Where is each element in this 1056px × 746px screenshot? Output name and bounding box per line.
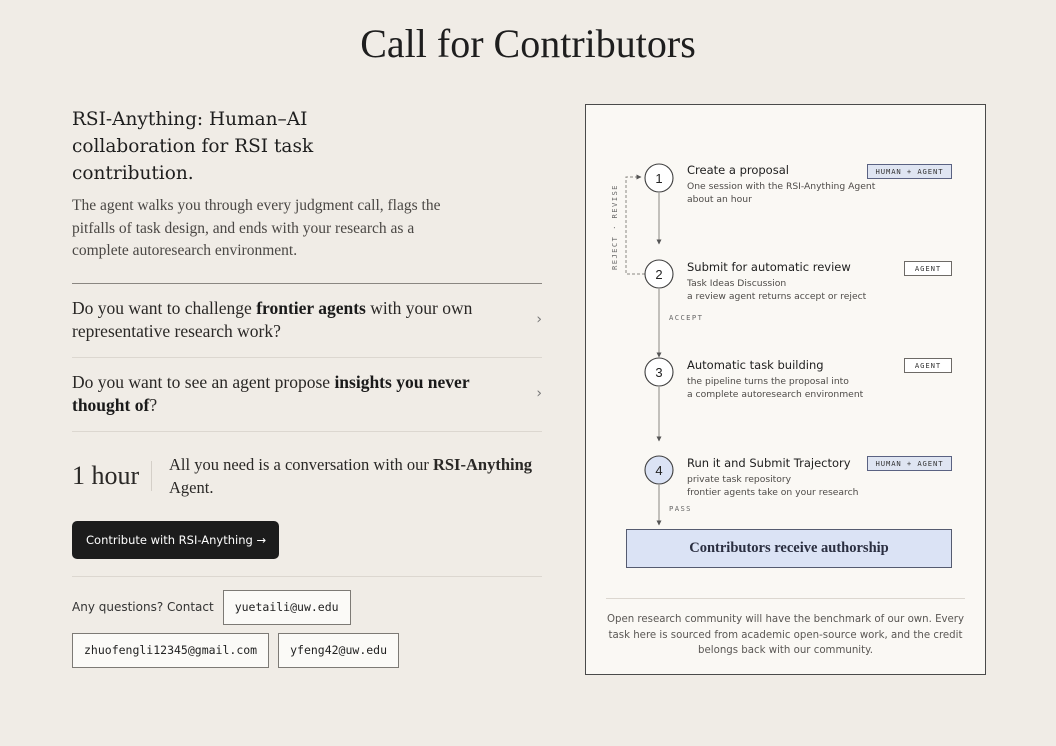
intro-headline: RSI-Anything: Human–AI collaboration for RSI task contribution. bbox=[72, 109, 314, 184]
step-title: Create a proposal bbox=[687, 163, 789, 177]
role-tag: HUMAN + AGENT bbox=[867, 164, 952, 179]
contribute-button[interactable]: Contribute with RSI-Anything → bbox=[72, 521, 279, 559]
time-description: All you need is a conversation with our RSI-Anything Agent. bbox=[169, 454, 533, 497]
step-title: Automatic task building bbox=[687, 358, 824, 372]
panel-footer: Open research community will have the benchmark of our own. Every task here is sourced from academic open-source work, and the credit belongs back with our community. bbox=[606, 598, 965, 659]
step-subtitle: One session with the RSI-Anything Agent about an hour bbox=[687, 181, 876, 205]
step-number: 2 bbox=[655, 267, 663, 282]
chevron-right-icon: › bbox=[536, 311, 542, 328]
step-subtitle: the pipeline turns the proposal into a complete autoresearch environment bbox=[687, 376, 864, 400]
email-link[interactable]: yfeng42@uw.edu bbox=[278, 633, 399, 668]
question-insights[interactable] bbox=[72, 358, 542, 432]
step-title: Submit for automatic review bbox=[687, 260, 851, 274]
time-commitment bbox=[72, 452, 542, 500]
contact-section bbox=[72, 590, 542, 668]
accept-label: ACCEPT bbox=[669, 313, 704, 322]
question-text: Do you want to see an agent propose insights you never thought of? bbox=[72, 371, 470, 415]
page-title: Call for Contributors bbox=[360, 21, 696, 66]
loop-label: REJECT · REVISE bbox=[610, 184, 619, 270]
contact-label: Any questions? Contact bbox=[72, 600, 214, 614]
question-frontier-agents[interactable] bbox=[72, 284, 542, 358]
step-number: 3 bbox=[655, 365, 663, 380]
intro-lede: The agent walks you through every judgment call, flags the pitfalls of task design, and ends with your research as a complete autoresearch environment. bbox=[72, 197, 441, 259]
divider bbox=[72, 576, 542, 577]
step-subtitle: private task repository frontier agents take on your research bbox=[687, 474, 859, 498]
question-text: Do you want to challenge frontier agents with your own representative research work? bbox=[72, 297, 473, 341]
email-link[interactable]: zhuofengli12345@gmail.com bbox=[72, 633, 269, 668]
email-link[interactable]: yuetaili@uw.edu bbox=[223, 590, 351, 625]
chevron-right-icon: › bbox=[536, 385, 542, 402]
authorship-result: Contributors receive authorship bbox=[626, 529, 952, 568]
step-title: Run it and Submit Trajectory bbox=[687, 456, 851, 470]
step-subtitle: Task Ideas Discussion a review agent returns accept or reject bbox=[687, 278, 867, 302]
intro-column bbox=[72, 106, 542, 668]
role-tag: AGENT bbox=[904, 358, 952, 373]
role-tag: AGENT bbox=[904, 261, 952, 276]
step-number: 4 bbox=[655, 463, 663, 478]
pass-label: PASS bbox=[669, 504, 692, 513]
workflow-panel bbox=[585, 104, 986, 675]
role-tag: HUMAN + AGENT bbox=[867, 456, 952, 471]
time-value: 1 hour bbox=[72, 461, 152, 491]
step-number: 1 bbox=[655, 171, 663, 186]
